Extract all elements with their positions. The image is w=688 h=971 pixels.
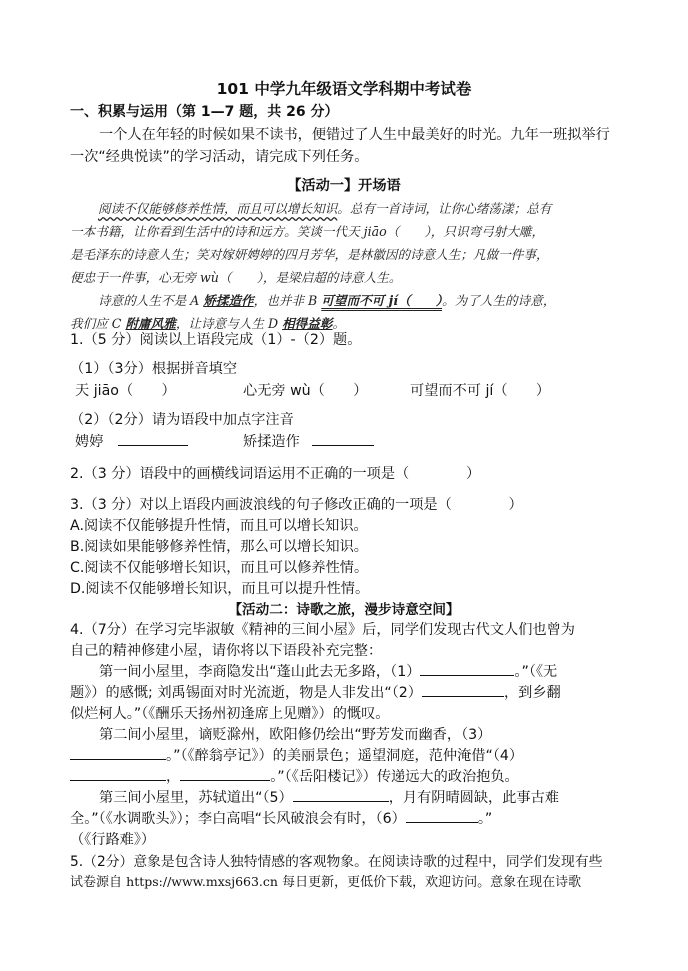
q4-text: 题》）的感慨; 刘禹锡面对时光流逝，物是人非发出“（2）: [70, 685, 422, 701]
page-title: 101 中学九年级语文学科期中考试卷: [216, 80, 472, 98]
question-4-line-1: 4.（7分）在学习完毕淑敏《精神的三间小屋》后，同学们发现古代文人们也曾为: [70, 622, 575, 638]
question-4-line-5: 似烂柯人。”（《酬乐天扬州初逢席上见赠》）的慨叹。: [70, 706, 390, 722]
question-4-line-7: [70, 745, 523, 765]
q4-text: ，: [166, 769, 181, 785]
question-5-line-2: [70, 871, 581, 890]
passage-line-5-c: ，也并非 B: [253, 293, 322, 308]
activity-1-heading: 【活动一】开场语: [287, 178, 401, 194]
annotate-word-2: 矫揉造作: [243, 434, 300, 450]
annotate-item-2: [243, 431, 374, 451]
source-label: 试卷源自: [70, 875, 127, 890]
term-c: 附庸风雅: [125, 316, 176, 331]
q4-text: 。”（《醉翁亭记》）的美丽景色；遥望洞庭，范仲淹借“（4）: [166, 748, 524, 764]
passage-line-1: [98, 198, 551, 217]
passage-line-6-a: 我们应 C: [70, 316, 126, 331]
option-c: C.阅读不仅能够增长知识，而且可以修养性情。: [70, 560, 369, 576]
term-a: 矫揉造作: [203, 293, 254, 308]
answer-blank-6[interactable]: [406, 808, 478, 823]
annotate-item-1: [75, 431, 188, 451]
q4-text: ，到乡翻: [503, 685, 561, 701]
option-b: B.阅读如果能够修养性情，那么可以增长知识。: [70, 539, 368, 555]
q4-text: 全。”（《水调歌头》）；李白高唱“长风破浪会有时，（6）: [70, 811, 406, 827]
q4-text: 。”（《无: [514, 664, 558, 680]
question-1: 1.（5 分）阅读以上语段完成（1）-（2）题。: [70, 332, 362, 348]
passage-line-5-e: 。为了人生的诗意，: [442, 293, 556, 308]
intro-line-1: 一个人在年轻的时候如果不读书，便错过了人生中最美好的时光。九年一班拟举行: [99, 127, 610, 143]
q4-text: 。”（《岳阳楼记》）传递远大的政治抱负。: [270, 769, 519, 785]
answer-blank[interactable]: [312, 431, 374, 446]
passage-line-1-rest: 。总有一首诗词，让你心绪荡漾；总有: [337, 201, 552, 216]
wavy-sentence: 阅读不仅能够修养性情，而且可以增长知识: [98, 201, 338, 216]
option-d: D.阅读不仅能够增长知识，而且可以提升性情。: [70, 581, 370, 597]
term-d: 相得益彰: [282, 316, 333, 331]
question-1-2: （2）（2分）请为语段中加点字注音: [70, 412, 294, 428]
answer-blank-3[interactable]: [70, 745, 166, 760]
question-3: 3.（3 分）对以上语段内画波浪线的句子修改正确的一项是（ ）: [70, 497, 523, 513]
annotate-word-1: 娉婷: [75, 434, 104, 450]
question-2: 2.（3 分）语段中的画横线词语运用不正确的一项是（ ）: [70, 466, 481, 482]
pinyin-item-1: 天 jiāo（ ）: [75, 383, 176, 399]
passage-line-6-e: 。: [332, 316, 346, 331]
passage-line-6-c: ，让诗意与人生 D: [175, 316, 283, 331]
source-link[interactable]: https://www.mxsj663.cn: [126, 874, 278, 889]
q4-text: 第一间小屋里，李商隐发出“蓬山此去无多路，（1）: [99, 664, 421, 680]
passage-line-3: 是毛泽东的诗意人生；笑对嫁妍娉婷的四月芳华，是林徽因的诗意人生；凡做一件事，: [70, 247, 549, 262]
question-4-line-9: [99, 787, 559, 807]
question-4-line-10: [70, 808, 492, 828]
intro-line-2: 一次“经典悦读”的学习活动，请完成下列任务。: [70, 149, 369, 165]
passage-line-2: 一本书籍，让你看到生活中的诗和远方。笑谈一代天 jiāo（ ），只识弯弓射大雕，: [70, 224, 545, 239]
q4-text: 。”: [477, 811, 493, 827]
pinyin-item-3: 可望而不可 jí（ ）: [410, 383, 551, 399]
pinyin-item-2: 心无旁 wù（ ）: [243, 383, 368, 399]
q4-text: ，月有阴晴圆缺，此事古难: [388, 790, 559, 806]
q4-text: 第三间小屋里，苏轼道出“（5）: [99, 790, 293, 806]
section-heading: 一、积累与运用（第 1—7 题，共 26 分）: [70, 104, 339, 120]
answer-blank[interactable]: [118, 431, 188, 446]
answer-blank-2[interactable]: [422, 682, 504, 697]
answer-blank-5[interactable]: [293, 787, 389, 802]
answer-blank-1[interactable]: [420, 661, 514, 676]
question-4-line-11: （《行路难》）: [70, 832, 156, 848]
option-a: A.阅读不仅能够提升性情，而且可以增长知识。: [70, 518, 368, 534]
passage-line-5-a: 诗意的人生不是 A: [98, 293, 204, 308]
question-4-line-8: [70, 766, 519, 786]
term-b: 可望而不可 jí（ ）: [321, 293, 443, 308]
passage-line-4: 便忠于一件事，心无旁 wù（ ），是梁启超的诗意人生。: [70, 270, 402, 285]
question-5-line-1: 5.（2分）意象是包含诗人独特情感的客观物象。在阅读诗歌的过程中，同学们发现有些: [70, 854, 603, 870]
activity-2-heading: 【活动二：诗歌之旅，漫步诗意空间】: [228, 602, 460, 618]
answer-blank-4a[interactable]: [70, 766, 166, 781]
answer-blank-4b[interactable]: [180, 766, 270, 781]
passage-line-5: [98, 290, 555, 309]
source-note: 每日更新，更低价下载，欢迎访问。意象在现在诗歌: [277, 875, 582, 890]
question-4-line-6: 第二间小屋里，谪贬滁州，欧阳修仍绘出“野芳发而幽香，（3）: [99, 727, 492, 743]
question-4-line-3: [99, 661, 557, 681]
question-4-line-4: [70, 682, 561, 702]
question-1-1: （1）（3分）根据拼音填空: [70, 361, 238, 377]
question-4-line-2: 自己的精神修建小屋，请你将以下语段补充完整：: [70, 643, 383, 659]
